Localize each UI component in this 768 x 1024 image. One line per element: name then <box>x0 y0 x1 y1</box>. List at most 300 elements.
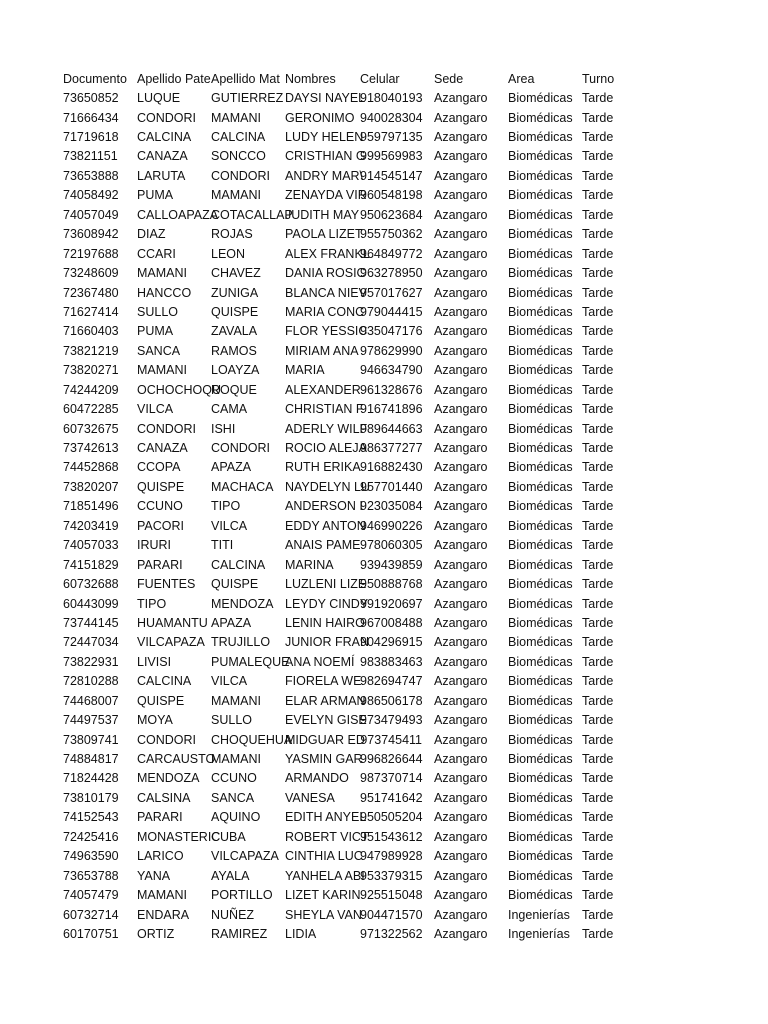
cell-apellido-paterno[interactable]: CONDORI <box>137 732 197 747</box>
cell-area[interactable]: Biomédicas <box>508 246 573 261</box>
cell-sede[interactable]: Azangaro <box>434 732 488 747</box>
cell-turno[interactable]: Tarde <box>582 168 614 183</box>
cell-area[interactable]: Biomédicas <box>508 441 573 456</box>
cell-apellido-paterno[interactable]: QUISPE <box>137 479 185 494</box>
cell-apellido-paterno[interactable]: LUQUE <box>137 91 181 106</box>
cell-apellido-materno[interactable]: TRUJILLO <box>211 635 271 650</box>
cell-documento[interactable]: 60732675 <box>63 421 119 436</box>
cell-apellido-materno[interactable]: TIPO <box>211 499 241 514</box>
cell-turno[interactable]: Tarde <box>582 557 614 572</box>
cell-celular[interactable]: 978629990 <box>360 343 423 358</box>
cell-area[interactable]: Biomédicas <box>508 110 573 125</box>
cell-turno[interactable]: Tarde <box>582 849 614 864</box>
cell-celular[interactable]: 940028304 <box>360 110 423 125</box>
cell-apellido-materno[interactable]: MAMANI <box>211 188 261 203</box>
cell-turno[interactable]: Tarde <box>582 790 614 805</box>
cell-apellido-paterno[interactable]: CCARI <box>137 246 176 261</box>
cell-celular[interactable]: 923035084 <box>360 499 423 514</box>
cell-apellido-paterno[interactable]: LARUTA <box>137 168 186 183</box>
cell-sede[interactable]: Azangaro <box>434 829 488 844</box>
cell-area[interactable]: Biomédicas <box>508 227 573 242</box>
cell-apellido-paterno[interactable]: TIPO <box>137 596 167 611</box>
cell-apellido-materno[interactable]: RAMIREZ <box>211 926 268 941</box>
cell-sede[interactable]: Azangaro <box>434 343 488 358</box>
cell-sede[interactable]: Azangaro <box>434 713 488 728</box>
cell-apellido-paterno[interactable]: CCOPA <box>137 460 181 475</box>
cell-area[interactable]: Biomédicas <box>508 674 573 689</box>
cell-area[interactable]: Biomédicas <box>508 188 573 203</box>
cell-apellido-paterno[interactable]: FUENTES <box>137 577 196 592</box>
cell-area[interactable]: Biomédicas <box>508 91 573 106</box>
cell-turno[interactable]: Tarde <box>582 343 614 358</box>
cell-area[interactable]: Biomédicas <box>508 752 573 767</box>
cell-documento[interactable]: 73822931 <box>63 654 119 669</box>
cell-sede[interactable]: Azangaro <box>434 304 488 319</box>
cell-area[interactable]: Biomédicas <box>508 382 573 397</box>
cell-sede[interactable]: Azangaro <box>434 674 488 689</box>
cell-turno[interactable]: Tarde <box>582 615 614 630</box>
cell-apellido-materno[interactable]: MENDOZA <box>211 596 274 611</box>
cell-apellido-paterno[interactable]: PARARI <box>137 557 183 572</box>
cell-documento[interactable]: 73653788 <box>63 868 119 883</box>
cell-celular[interactable]: 964849772 <box>360 246 423 261</box>
cell-documento[interactable]: 73810179 <box>63 790 119 805</box>
cell-apellido-paterno[interactable]: CANAZA <box>137 149 188 164</box>
cell-celular[interactable]: 951741642 <box>360 790 423 805</box>
cell-documento[interactable]: 74057033 <box>63 538 119 553</box>
cell-turno[interactable]: Tarde <box>582 907 614 922</box>
cell-documento[interactable]: 71666434 <box>63 110 119 125</box>
cell-documento[interactable]: 74884817 <box>63 752 119 767</box>
cell-area[interactable]: Biomédicas <box>508 499 573 514</box>
cell-apellido-paterno[interactable]: IRURI <box>137 538 172 553</box>
cell-turno[interactable]: Tarde <box>582 635 614 650</box>
cell-turno[interactable]: Tarde <box>582 363 614 378</box>
cell-sede[interactable]: Azangaro <box>434 518 488 533</box>
cell-nombres[interactable]: ROBERT VICT <box>285 829 369 844</box>
cell-nombres[interactable]: PAOLA LIZET <box>285 227 363 242</box>
cell-sede[interactable]: Azangaro <box>434 402 488 417</box>
cell-documento[interactable]: 71627414 <box>63 304 119 319</box>
header-celular[interactable]: Celular <box>360 71 400 86</box>
header-turno[interactable]: Turno <box>582 71 615 86</box>
cell-apellido-paterno[interactable]: PACORI <box>137 518 184 533</box>
cell-nombres[interactable]: CRISTHIAN G <box>285 149 366 164</box>
cell-apellido-paterno[interactable]: MAMANI <box>137 266 187 281</box>
cell-area[interactable]: Biomédicas <box>508 149 573 164</box>
cell-celular[interactable]: 960548198 <box>360 188 423 203</box>
cell-apellido-paterno[interactable]: MAMANI <box>137 363 187 378</box>
cell-turno[interactable]: Tarde <box>582 460 614 475</box>
cell-turno[interactable]: Tarde <box>582 479 614 494</box>
cell-documento[interactable]: 74452868 <box>63 460 119 475</box>
cell-sede[interactable]: Azangaro <box>434 460 488 475</box>
cell-nombres[interactable]: ANAIS PAME <box>285 538 361 553</box>
cell-apellido-paterno[interactable]: MENDOZA <box>137 771 200 786</box>
cell-sede[interactable]: Azangaro <box>434 91 488 106</box>
cell-turno[interactable]: Tarde <box>582 829 614 844</box>
cell-apellido-materno[interactable]: QUISPE <box>211 577 259 592</box>
cell-turno[interactable]: Tarde <box>582 188 614 203</box>
cell-sede[interactable]: Azangaro <box>434 421 488 436</box>
cell-nombres[interactable]: ANDERSON I <box>285 499 363 514</box>
cell-sede[interactable]: Azangaro <box>434 479 488 494</box>
cell-documento[interactable]: 73820207 <box>63 479 119 494</box>
cell-area[interactable]: Biomédicas <box>508 324 573 339</box>
cell-apellido-materno[interactable]: APAZA <box>211 460 252 475</box>
cell-sede[interactable]: Azangaro <box>434 849 488 864</box>
cell-nombres[interactable]: CINTHIA LUC <box>285 849 363 864</box>
cell-apellido-paterno[interactable]: CONDORI <box>137 110 197 125</box>
cell-celular[interactable]: 953379315 <box>360 868 423 883</box>
cell-nombres[interactable]: ELAR ARMAN <box>285 693 366 708</box>
cell-turno[interactable]: Tarde <box>582 926 614 941</box>
cell-area[interactable]: Biomédicas <box>508 460 573 475</box>
cell-nombres[interactable]: BLANCA NIEV <box>285 285 367 300</box>
cell-celular[interactable]: 959797135 <box>360 130 423 145</box>
cell-nombres[interactable]: ADERLY WILF <box>285 421 368 436</box>
cell-sede[interactable]: Azangaro <box>434 926 488 941</box>
cell-celular[interactable]: 939439859 <box>360 557 423 572</box>
cell-area[interactable]: Biomédicas <box>508 829 573 844</box>
cell-sede[interactable]: Azangaro <box>434 168 488 183</box>
cell-apellido-materno[interactable]: MAMANI <box>211 752 261 767</box>
cell-turno[interactable]: Tarde <box>582 499 614 514</box>
cell-celular[interactable]: 957701440 <box>360 479 423 494</box>
cell-apellido-materno[interactable]: ROQUE <box>211 382 257 397</box>
cell-nombres[interactable]: YASMIN GAR <box>285 752 363 767</box>
cell-documento[interactable]: 73653888 <box>63 168 119 183</box>
header-apellido-paterno[interactable]: Apellido Pate <box>137 71 211 86</box>
cell-documento[interactable]: 74203419 <box>63 518 119 533</box>
cell-documento[interactable]: 74963590 <box>63 849 119 864</box>
cell-area[interactable]: Biomédicas <box>508 518 573 533</box>
cell-turno[interactable]: Tarde <box>582 654 614 669</box>
cell-turno[interactable]: Tarde <box>582 868 614 883</box>
cell-nombres[interactable]: GERONIMO <box>285 110 355 125</box>
cell-sede[interactable]: Azangaro <box>434 285 488 300</box>
cell-turno[interactable]: Tarde <box>582 285 614 300</box>
cell-nombres[interactable]: JUDITH MAY <box>285 207 360 222</box>
cell-celular[interactable]: 983883463 <box>360 654 423 669</box>
cell-documento[interactable]: 73248609 <box>63 266 119 281</box>
cell-sede[interactable]: Azangaro <box>434 324 488 339</box>
cell-sede[interactable]: Azangaro <box>434 596 488 611</box>
cell-documento[interactable]: 73744145 <box>63 615 119 630</box>
cell-documento[interactable]: 71851496 <box>63 499 119 514</box>
cell-nombres[interactable]: LIDIA <box>285 926 317 941</box>
cell-nombres[interactable]: LIZET KARIN <box>285 888 361 903</box>
cell-celular[interactable]: 951543612 <box>360 829 423 844</box>
cell-apellido-materno[interactable]: LOAYZA <box>211 363 260 378</box>
cell-nombres[interactable]: LUDY HELEN <box>285 130 364 145</box>
cell-sede[interactable]: Azangaro <box>434 693 488 708</box>
cell-nombres[interactable]: LENIN HAIRO <box>285 615 365 630</box>
cell-nombres[interactable]: EDDY ANTON <box>285 518 366 533</box>
cell-celular[interactable]: 986377277 <box>360 441 423 456</box>
cell-documento[interactable]: 60472285 <box>63 402 119 417</box>
cell-documento[interactable]: 74058492 <box>63 188 119 203</box>
cell-documento[interactable]: 72197688 <box>63 246 119 261</box>
cell-celular[interactable]: 916882430 <box>360 460 423 475</box>
cell-celular[interactable]: 950505204 <box>360 810 423 825</box>
cell-turno[interactable]: Tarde <box>582 130 614 145</box>
cell-area[interactable]: Biomédicas <box>508 130 573 145</box>
cell-apellido-paterno[interactable]: PARARI <box>137 810 183 825</box>
cell-nombres[interactable]: MARIA <box>285 363 325 378</box>
cell-sede[interactable]: Azangaro <box>434 110 488 125</box>
cell-apellido-paterno[interactable]: DIAZ <box>137 227 166 242</box>
cell-nombres[interactable]: EVELYN GISE <box>285 713 367 728</box>
cell-apellido-paterno[interactable]: ORTIZ <box>137 926 175 941</box>
cell-sede[interactable]: Azangaro <box>434 577 488 592</box>
cell-documento[interactable]: 73821219 <box>63 343 119 358</box>
cell-documento[interactable]: 73820271 <box>63 363 119 378</box>
cell-apellido-materno[interactable]: SANCA <box>211 790 255 805</box>
cell-area[interactable]: Biomédicas <box>508 654 573 669</box>
cell-area[interactable]: Biomédicas <box>508 868 573 883</box>
cell-documento[interactable]: 60732688 <box>63 577 119 592</box>
cell-celular[interactable]: 950888768 <box>360 577 423 592</box>
cell-documento[interactable]: 72425416 <box>63 829 119 844</box>
cell-area[interactable]: Biomédicas <box>508 479 573 494</box>
cell-apellido-materno[interactable]: CHOQUEHUA <box>211 732 293 747</box>
cell-documento[interactable]: 74244209 <box>63 382 119 397</box>
cell-turno[interactable]: Tarde <box>582 577 614 592</box>
cell-turno[interactable]: Tarde <box>582 674 614 689</box>
cell-apellido-paterno[interactable]: MONASTERIC <box>137 829 221 844</box>
cell-nombres[interactable]: CHRISTIAN F <box>285 402 364 417</box>
cell-nombres[interactable]: DAYSI NAYEL <box>285 91 366 106</box>
cell-apellido-materno[interactable]: RAMOS <box>211 343 257 358</box>
cell-area[interactable]: Biomédicas <box>508 577 573 592</box>
cell-apellido-paterno[interactable]: MAMANI <box>137 888 187 903</box>
cell-apellido-materno[interactable]: AYALA <box>211 868 250 883</box>
cell-celular[interactable]: 967008488 <box>360 615 423 630</box>
cell-area[interactable]: Biomédicas <box>508 849 573 864</box>
cell-turno[interactable]: Tarde <box>582 110 614 125</box>
cell-apellido-paterno[interactable]: ENDARA <box>137 907 190 922</box>
cell-nombres[interactable]: EDITH ANYEL <box>285 810 367 825</box>
cell-sede[interactable]: Azangaro <box>434 266 488 281</box>
cell-celular[interactable]: 957017627 <box>360 285 423 300</box>
cell-turno[interactable]: Tarde <box>582 732 614 747</box>
cell-sede[interactable]: Azangaro <box>434 790 488 805</box>
cell-apellido-paterno[interactable]: CANAZA <box>137 441 188 456</box>
cell-celular[interactable]: 904471570 <box>360 907 423 922</box>
cell-celular[interactable]: 961328676 <box>360 382 423 397</box>
header-area[interactable]: Area <box>508 71 535 86</box>
header-sede[interactable]: Sede <box>434 71 464 86</box>
cell-sede[interactable]: Azangaro <box>434 207 488 222</box>
cell-apellido-paterno[interactable]: CALSINA <box>137 790 191 805</box>
header-nombres[interactable]: Nombres <box>285 71 336 86</box>
cell-apellido-paterno[interactable]: SANCA <box>137 343 181 358</box>
cell-sede[interactable]: Azangaro <box>434 382 488 397</box>
cell-area[interactable]: Biomédicas <box>508 557 573 572</box>
cell-documento[interactable]: 73742613 <box>63 441 119 456</box>
cell-celular[interactable]: 991920697 <box>360 596 423 611</box>
cell-celular[interactable]: 999569983 <box>360 149 423 164</box>
cell-apellido-materno[interactable]: CONDORI <box>211 168 271 183</box>
cell-nombres[interactable]: SHEYLA VAN <box>285 907 362 922</box>
cell-nombres[interactable]: MIDGUAR ED <box>285 732 365 747</box>
cell-area[interactable]: Biomédicas <box>508 635 573 650</box>
cell-turno[interactable]: Tarde <box>582 441 614 456</box>
cell-apellido-paterno[interactable]: YANA <box>137 868 171 883</box>
cell-area[interactable]: Biomédicas <box>508 713 573 728</box>
cell-apellido-materno[interactable]: CCUNO <box>211 771 257 786</box>
cell-documento[interactable]: 73821151 <box>63 149 118 164</box>
cell-documento[interactable]: 72447034 <box>63 635 119 650</box>
cell-nombres[interactable]: ALEXANDER <box>285 382 361 397</box>
cell-area[interactable]: Biomédicas <box>508 304 573 319</box>
cell-apellido-paterno[interactable]: CCUNO <box>137 499 183 514</box>
cell-celular[interactable]: 986506178 <box>360 693 423 708</box>
cell-apellido-paterno[interactable]: CARCAUSTO <box>137 752 216 767</box>
cell-celular[interactable]: 925515048 <box>360 888 423 903</box>
cell-celular[interactable]: 996826644 <box>360 752 423 767</box>
cell-apellido-paterno[interactable]: OCHOCHOQU <box>137 382 222 397</box>
cell-apellido-materno[interactable]: AQUINO <box>211 810 261 825</box>
cell-documento[interactable]: 60732714 <box>63 907 119 922</box>
cell-apellido-paterno[interactable]: PUMA <box>137 188 174 203</box>
cell-area[interactable]: Biomédicas <box>508 266 573 281</box>
cell-celular[interactable]: 979044415 <box>360 304 423 319</box>
cell-documento[interactable]: 74151829 <box>63 557 119 572</box>
cell-turno[interactable]: Tarde <box>582 888 614 903</box>
cell-turno[interactable]: Tarde <box>582 266 614 281</box>
cell-area[interactable]: Biomédicas <box>508 596 573 611</box>
cell-turno[interactable]: Tarde <box>582 402 614 417</box>
cell-area[interactable]: Biomédicas <box>508 810 573 825</box>
cell-apellido-paterno[interactable]: MOYA <box>137 713 173 728</box>
cell-celular[interactable]: 973479493 <box>360 713 423 728</box>
cell-documento[interactable]: 74152543 <box>63 810 119 825</box>
cell-nombres[interactable]: JUNIOR FRAN <box>285 635 370 650</box>
cell-apellido-materno[interactable]: PUMALEQUE <box>211 654 290 669</box>
cell-area[interactable]: Biomédicas <box>508 888 573 903</box>
cell-documento[interactable]: 74057479 <box>63 888 119 903</box>
cell-nombres[interactable]: NAYDELYN LU <box>285 479 370 494</box>
cell-area[interactable]: Biomédicas <box>508 615 573 630</box>
cell-turno[interactable]: Tarde <box>582 304 614 319</box>
cell-turno[interactable]: Tarde <box>582 246 614 261</box>
cell-turno[interactable]: Tarde <box>582 693 614 708</box>
cell-apellido-paterno[interactable]: VILCA <box>137 402 174 417</box>
cell-celular[interactable]: 971322562 <box>360 926 423 941</box>
cell-nombres[interactable]: MIRIAM ANA <box>285 343 359 358</box>
cell-nombres[interactable]: LUZLENI LIZE <box>285 577 367 592</box>
cell-turno[interactable]: Tarde <box>582 771 614 786</box>
cell-turno[interactable]: Tarde <box>582 91 614 106</box>
cell-celular[interactable]: 946634790 <box>360 363 423 378</box>
cell-documento[interactable]: 73809741 <box>63 732 119 747</box>
cell-apellido-materno[interactable]: NUÑEZ <box>211 907 255 922</box>
cell-documento[interactable]: 72367480 <box>63 285 119 300</box>
cell-area[interactable]: Biomédicas <box>508 771 573 786</box>
cell-documento[interactable]: 72810288 <box>63 674 119 689</box>
cell-sede[interactable]: Azangaro <box>434 771 488 786</box>
cell-nombres[interactable]: YANHELA ABI <box>285 868 365 883</box>
cell-celular[interactable]: 963278950 <box>360 266 423 281</box>
cell-sede[interactable]: Azangaro <box>434 441 488 456</box>
cell-area[interactable]: Biomédicas <box>508 285 573 300</box>
cell-nombres[interactable]: MARIA CONC <box>285 304 365 319</box>
cell-sede[interactable]: Azangaro <box>434 130 488 145</box>
cell-apellido-materno[interactable]: ROJAS <box>211 227 253 242</box>
cell-sede[interactable]: Azangaro <box>434 557 488 572</box>
cell-sede[interactable]: Azangaro <box>434 888 488 903</box>
cell-area[interactable]: Ingenierías <box>508 907 570 922</box>
cell-turno[interactable]: Tarde <box>582 324 614 339</box>
cell-nombres[interactable]: DANIA ROSIC <box>285 266 366 281</box>
cell-apellido-materno[interactable]: COTACALLAP <box>211 207 293 222</box>
cell-apellido-materno[interactable]: LEON <box>211 246 246 261</box>
cell-celular[interactable]: 955750362 <box>360 227 423 242</box>
cell-nombres[interactable]: LEYDY CINDY <box>285 596 369 611</box>
cell-apellido-materno[interactable]: VILCA <box>211 518 248 533</box>
cell-area[interactable]: Biomédicas <box>508 207 573 222</box>
cell-documento[interactable]: 71719618 <box>63 130 119 145</box>
cell-apellido-paterno[interactable]: SULLO <box>137 304 178 319</box>
cell-apellido-materno[interactable]: CONDORI <box>211 441 271 456</box>
cell-apellido-materno[interactable]: SULLO <box>211 713 252 728</box>
cell-celular[interactable]: 978060305 <box>360 538 423 553</box>
cell-area[interactable]: Biomédicas <box>508 693 573 708</box>
cell-documento[interactable]: 60170751 <box>63 926 119 941</box>
cell-apellido-paterno[interactable]: QUISPE <box>137 693 185 708</box>
cell-apellido-materno[interactable]: ZUNIGA <box>211 285 259 300</box>
cell-apellido-paterno[interactable]: CALCINA <box>137 674 192 689</box>
cell-apellido-materno[interactable]: VILCA <box>211 674 248 689</box>
cell-apellido-materno[interactable]: QUISPE <box>211 304 259 319</box>
cell-celular[interactable]: 989644663 <box>360 421 423 436</box>
cell-documento[interactable]: 71824428 <box>63 771 119 786</box>
cell-turno[interactable]: Tarde <box>582 810 614 825</box>
cell-turno[interactable]: Tarde <box>582 752 614 767</box>
cell-area[interactable]: Biomédicas <box>508 168 573 183</box>
cell-documento[interactable]: 60443099 <box>63 596 119 611</box>
cell-apellido-materno[interactable]: CALCINA <box>211 557 266 572</box>
cell-apellido-materno[interactable]: CUBA <box>211 829 246 844</box>
cell-nombres[interactable]: ROCIO ALEJA <box>285 441 367 456</box>
cell-celular[interactable]: 987370714 <box>360 771 423 786</box>
cell-celular[interactable]: 904296915 <box>360 635 423 650</box>
cell-apellido-materno[interactable]: ISHI <box>211 421 236 436</box>
cell-celular[interactable]: 918040193 <box>360 91 423 106</box>
cell-area[interactable]: Biomédicas <box>508 732 573 747</box>
cell-turno[interactable]: Tarde <box>582 713 614 728</box>
cell-area[interactable]: Biomédicas <box>508 790 573 805</box>
cell-sede[interactable]: Azangaro <box>434 499 488 514</box>
cell-sede[interactable]: Azangaro <box>434 635 488 650</box>
cell-turno[interactable]: Tarde <box>582 538 614 553</box>
cell-apellido-paterno[interactable]: CONDORI <box>137 421 197 436</box>
cell-celular[interactable]: 916741896 <box>360 402 423 417</box>
cell-sede[interactable]: Azangaro <box>434 246 488 261</box>
cell-apellido-materno[interactable]: MACHACA <box>211 479 274 494</box>
cell-nombres[interactable]: VANESA <box>285 790 335 805</box>
header-apellido-materno[interactable]: Apellido Mat <box>211 71 280 86</box>
cell-area[interactable]: Biomédicas <box>508 343 573 358</box>
cell-celular[interactable]: 914545147 <box>360 168 423 183</box>
cell-apellido-paterno[interactable]: HANCCO <box>137 285 192 300</box>
cell-area[interactable]: Ingenierías <box>508 926 570 941</box>
cell-sede[interactable]: Azangaro <box>434 654 488 669</box>
cell-documento[interactable]: 71660403 <box>63 324 119 339</box>
cell-sede[interactable]: Azangaro <box>434 149 488 164</box>
